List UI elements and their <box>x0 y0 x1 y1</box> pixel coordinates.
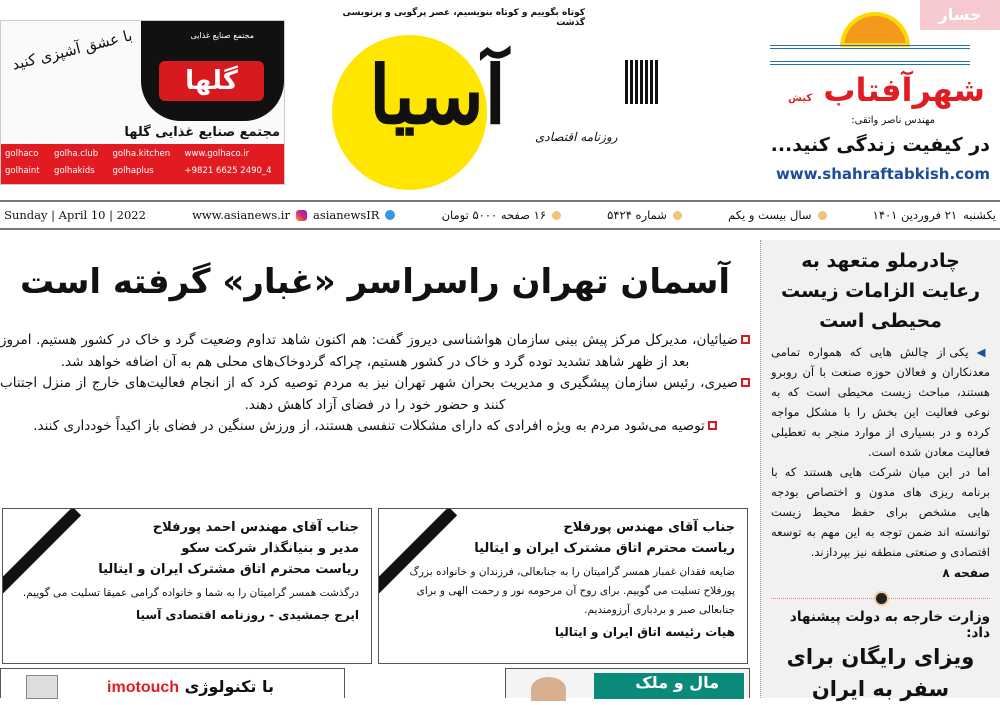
imotouch-advertisement[interactable] <box>0 668 345 698</box>
arrow-icon: ◀ <box>976 345 990 359</box>
website[interactable]: www.asianews.ir <box>192 208 290 222</box>
notice-text: ضایعه فقدان غمبار همسر گرامیتان را به جنابعالی، فرزندان و خانواده بزرگ پورفلاح تسلیت می گوییم. برای روح آن مرحومه نور و رحمت الهی و برای جنابعالی صبر و بردباری آرزومندیم. <box>409 566 735 616</box>
golha-link: golha.club <box>54 149 99 159</box>
story-paragraph <box>0 373 750 416</box>
notice-title: مدیر و بنیانگذار شرکت سکو <box>181 541 359 556</box>
golha-link: golhakids <box>54 165 95 176</box>
golha-link: www.golhaco.ir <box>184 149 250 159</box>
second-story-headline[interactable]: ویزای رایگان برای سفر به ایران <box>786 645 975 701</box>
section-tag: جسار <box>920 0 1000 30</box>
newspaper-logo: آسیا <box>368 48 507 142</box>
tablet-image <box>26 675 58 699</box>
main-headline[interactable]: آسمان تهران راسراسر «غبار» گرفته است <box>19 262 731 302</box>
paragraph-text: توصیه می‌شود مردم به ویژه افرادی که دارای مشکلات تنفسی هستند، از ورزش سنگین در فضای باز اکیداً خودداری کنند. <box>33 418 705 434</box>
bullet-icon <box>741 378 750 387</box>
golha-subtitle: مجتمع صنایع غذایی <box>190 31 254 40</box>
paragraph-text: ضیائیان، مدیرکل مرکز پیش بینی سازمان هواشناسی دیروز گفت: هم اکنون شاهد تداوم وضعیت گرد و خاک در کشور هستیم. امروز بعد از ظهر شاهد تشدید توده گرد و خاک در کشور هستیم، چراکه گردوخاک‌های محلی هم به آن اضافه خواهد شد. <box>0 332 738 370</box>
mal-melk-logo: مال و ملک <box>594 673 744 699</box>
sidebar-paragraph <box>771 342 990 462</box>
golha-full-name: مجتمع صنایع غذایی گلها <box>124 125 280 140</box>
newspaper-subtitle: روزنامه اقتصادی <box>535 130 618 144</box>
year: سال بیست و یکم <box>728 208 812 222</box>
instagram-icon <box>296 210 307 221</box>
notice-title: جناب آقای مهندس پورفلاح <box>563 520 735 535</box>
golha-link: golhaplus <box>112 165 154 176</box>
imotouch-brand: imotouch <box>107 679 180 696</box>
paragraph-text: صیری، رئیس سازمان پیشگیری و مدیریت بحران شهر تهران نیز به مردم توصیه کرد که از انجام فعالیت‌های خارج از منزل اجتناب کنند و حضور خود را در فضای آزاد کاهش دهند. <box>0 375 738 413</box>
day: یکشنبه <box>963 208 996 222</box>
price: ۱۶ صفحه ۵۰۰۰ تومان <box>441 208 547 222</box>
waves-icon <box>770 45 970 65</box>
masthead <box>330 0 660 190</box>
golha-link: golhaint <box>5 165 40 176</box>
dot-icon <box>818 211 827 220</box>
dot-icon <box>673 211 682 220</box>
story-paragraph <box>0 330 750 373</box>
imotouch-text: با تکنولوژی <box>184 677 274 696</box>
sun-icon <box>840 12 910 47</box>
shahr-aftab-advertisement[interactable] <box>745 0 1000 190</box>
verified-icon <box>385 210 395 220</box>
notice-title: جناب آقای مهندس احمد پورفلاح <box>152 520 359 535</box>
mal-melk-advertisement[interactable] <box>505 668 750 698</box>
sidebar-paragraph: اما در این میان شرکت هایی هستند که با برنامه ریزی های مدون و اختصاص بودجه هایی مشخص برای حفظ محیط زیست توانسته اند ضمن توجه به این مهم به توسعه اقتصادی و صنعتی منطقه نیز بپردازند. <box>771 465 990 559</box>
second-story-kicker: وزارت خارجه به دولت پیشنهاد داد: <box>789 609 990 641</box>
persian-date: ۲۱ فروردین ۱۴۰۱ <box>872 208 958 222</box>
sidebar <box>760 240 1000 701</box>
condolence-notice <box>2 508 372 664</box>
notice-signature: ایرج جمشیدی - روزنامه اقتصادی آسیا <box>135 608 359 622</box>
dot-icon <box>552 211 561 220</box>
notice-text: درگذشت همسر گرامیتان را به شما و خانواده گرامی عمیقا تسلیت می گوییم. <box>22 587 359 599</box>
motto: کوتاه بگوییم و کوتاه بنویسیم، عصر پرگویی و پرنویسی گذشت <box>342 8 585 28</box>
aftab-engineer: مهندس ناصر واثقی: <box>851 115 935 126</box>
aftab-name: شهرآفتاب <box>823 71 985 109</box>
sidebar-headline[interactable]: چادرملو متعهد به رعایت الزامات زیست محیطی است <box>780 250 981 332</box>
aftab-url[interactable]: www.shahraftabkish.com <box>775 165 990 183</box>
aftab-name-sub: کیش <box>788 93 813 104</box>
paragraph-text: یکی از چالش هایی که همواره تمامی معدنکاران و فعالان حوزه صنعت با آن روبرو هستند، مباحث زیست محیطی است که به نوعی فعالیت این بخش را با مشکل مواجه کرده و در بسیاری از موارد منجر به تعطیلی فعالیت معادن شده است. <box>771 345 990 459</box>
golha-links <box>1 144 284 184</box>
story-paragraph <box>0 416 750 438</box>
date-bar <box>0 200 1000 230</box>
notice-title: ریاست محترم اتاق مشترک ایران و ایتالیا <box>98 562 359 577</box>
notice-title: ریاست محترم اتاق مشترک ایران و ایتالیا <box>474 541 735 556</box>
instagram-handle[interactable]: asianewsIR <box>312 208 380 222</box>
notice-signature: هیات رئیسه اتاق ایران و ایتالیا <box>554 625 735 639</box>
golha-phone: +9821 6625 2490_4 <box>184 165 272 176</box>
golha-slogan: با عشق آشپزی کنید <box>10 26 134 74</box>
aftab-brand <box>788 70 985 119</box>
issue-number: شماره ۵۴۲۴ <box>607 208 667 222</box>
golha-link: golha.kitchen <box>112 149 171 159</box>
aftab-quote: در کیفیت زندگی کنید... <box>770 134 990 156</box>
main-story-body <box>0 330 750 438</box>
qr-code-icon[interactable] <box>625 60 658 104</box>
golha-link: golhaco <box>5 149 39 159</box>
condolence-notice <box>378 508 748 664</box>
golha-advertisement[interactable] <box>0 20 285 185</box>
golha-logo: گلها <box>159 61 264 101</box>
page-reference[interactable]: صفحه ۸ <box>942 566 990 580</box>
divider <box>771 598 990 599</box>
english-date: Sunday | April 10 | 2022 <box>4 208 146 222</box>
dot-icon <box>876 593 887 604</box>
bullet-icon <box>708 421 717 430</box>
person-photo <box>531 677 566 701</box>
bullet-icon <box>741 335 750 344</box>
